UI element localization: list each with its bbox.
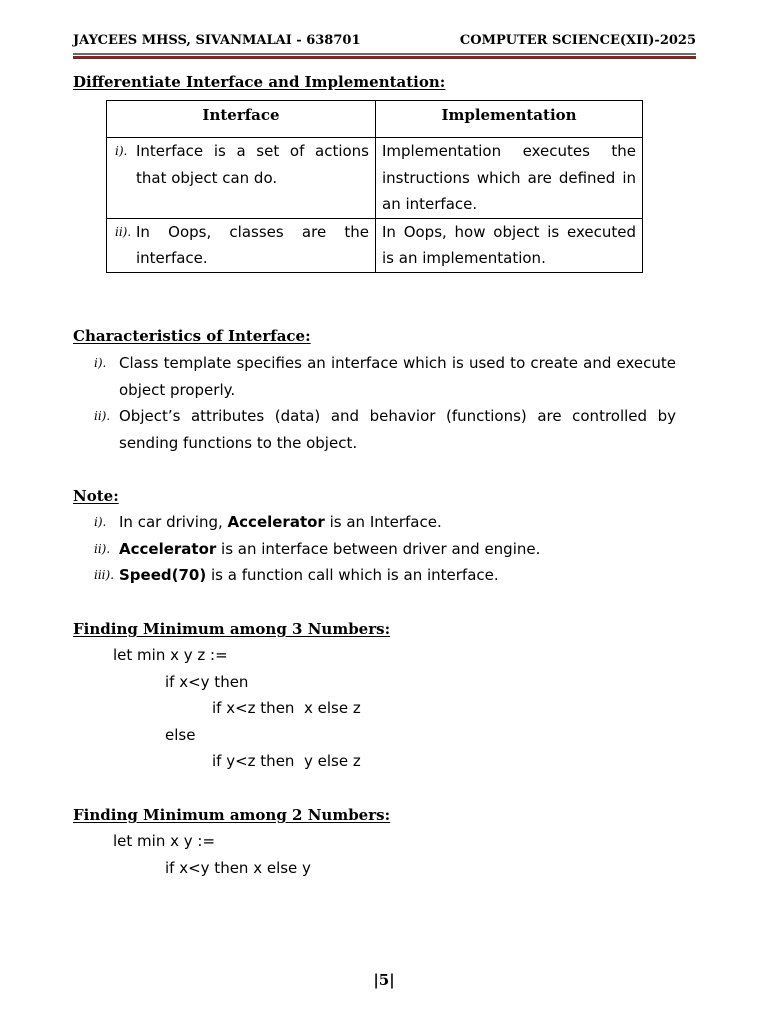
item-number: ii). [94,409,111,424]
section-title-characteristics: Characteristics of Interface: [73,327,311,345]
list-item [94,350,676,403]
characteristics-list [94,350,676,456]
item-number: i). [94,356,107,370]
list-item [94,562,676,589]
table-row [107,218,643,272]
code-line: let min x y := [113,832,216,850]
section-title-min-3: Finding Minimum among 3 Numbers: [73,620,391,638]
table-header-row [107,101,643,138]
item-text: In car driving, Accelerator is an Interface. [119,513,442,531]
item-text: Object’s attributes (data) and behavior (functions) are controlled by sending functions to the object. [119,407,676,452]
row-number: ii). [115,224,132,239]
table-cell [376,138,643,219]
section-title-note: Note: [73,487,119,505]
code-line: if x<y then x else y [165,859,311,877]
cell-text: Implementation executes the instructions which are defined in an interface. [382,142,636,213]
table-cell [107,218,376,272]
header-rule [73,53,696,55]
header-rule-accent [73,56,696,59]
code-line: if x<y then [165,673,249,691]
page-header [73,33,696,48]
table-cell [107,138,376,219]
table-header-interface: Interface [107,101,376,138]
code-line: let min x y z := [113,646,228,664]
table-cell [376,218,643,272]
comparison-table [106,100,643,273]
cell-text: In Oops, classes are the interface. [136,222,369,267]
row-number: i). [115,144,128,158]
list-item [94,509,676,536]
item-number: ii). [94,541,111,556]
list-item [94,403,676,456]
table-row [107,138,643,219]
item-text: Speed(70) is a function call which is an interface. [119,566,499,585]
list-item [94,536,676,563]
section-title-min-2: Finding Minimum among 2 Numbers: [73,806,391,824]
section-title-differentiate: Differentiate Interface and Implementation: [73,73,446,91]
code-line: if y<z then y else z [212,752,361,770]
item-number: iii). [94,568,115,583]
school-name: JAYCEES MHSS, SIVANMALAI - 638701 [73,33,361,48]
cell-text: Interface is a set of actions that object can do. [136,142,369,187]
item-number: i). [94,515,107,529]
item-text: Class template specifies an interface which is used to create and execute object properly. [119,354,676,399]
code-line: else [165,726,196,744]
item-text: Accelerator is an interface between driver and engine. [119,539,541,558]
cell-text: In Oops, how object is executed is an implementation. [382,222,636,267]
note-list [94,509,676,589]
table-header-implementation: Implementation [376,101,643,138]
page-number: |5| [373,971,395,989]
code-line: if x<z then x else z [212,699,361,717]
subject-title: COMPUTER SCIENCE(XII)-2025 [459,33,696,48]
